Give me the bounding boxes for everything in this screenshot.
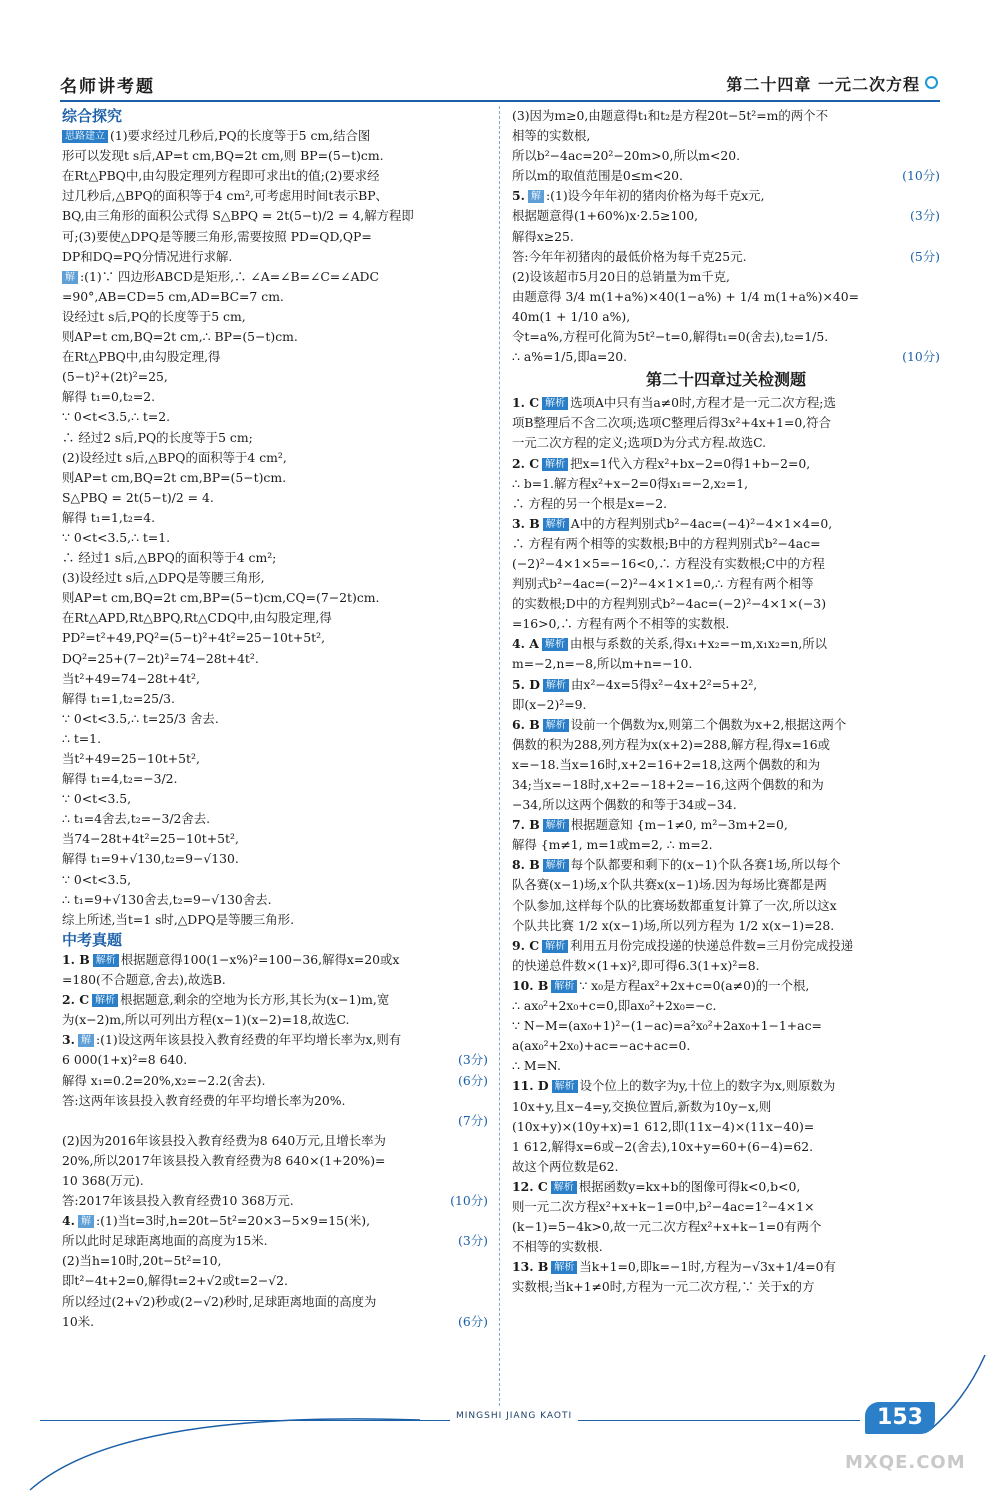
line-text: 即t²−4t+2=0,解得t=2+√2或t=2−√2.	[62, 1273, 288, 1289]
text-line	[62, 829, 488, 849]
brand-title: 名师讲考题	[60, 77, 155, 97]
page-header	[60, 70, 940, 102]
text-line	[62, 267, 488, 287]
left-column	[62, 106, 488, 1411]
line-text: (2)当h=10时,20t−5t²=10,	[62, 1253, 222, 1269]
line-text: 由x²−4x=5得x²−4x+2²=5+2²,	[571, 676, 758, 692]
score-points: (10分)	[902, 168, 940, 184]
text-line	[512, 1036, 940, 1056]
line-text: =16>0,∴ 方程有两个不相等的实数根.	[512, 616, 730, 632]
line-text: 10米.	[62, 1313, 95, 1329]
text-line	[62, 910, 488, 930]
line-text: 当k+1=0,即k=−1时,方程为−√3x+1/4=0有	[579, 1259, 836, 1275]
answer-tag: 解析	[542, 458, 568, 471]
text-line	[62, 1050, 488, 1070]
line-text: 根据函数y=kx+b的图像可得k<0,b<0,	[578, 1178, 801, 1194]
text-line	[62, 247, 488, 267]
text-line	[62, 548, 488, 568]
line-text: 的实数根;D中的方程判别式b²−4ac=(−2)²−4×1×(−3)	[512, 596, 827, 612]
line-text: =90°,AB=CD=5 cm,AD=BC=7 cm.	[62, 288, 284, 304]
question-number: 3. B	[512, 515, 540, 531]
line-text: 由题意得 3/4 m(1+a%)×40(1−a%) + 1/4 m(1+a%)×40=	[512, 288, 859, 304]
section-heading: 综合探究	[62, 107, 123, 125]
line-text: 由根与系数的关系,得x₁+x₂=−m,x₁x₂=n,所以	[569, 636, 828, 652]
line-text: 在Rt△PBQ中,由勾股定理列方程即可求出t的值;(2)要求经	[62, 168, 380, 184]
line-text: (2)设该超市5月20日的总销量为m千克,	[512, 268, 730, 284]
score-points: (6分)	[458, 1072, 488, 1088]
text-line	[512, 1237, 940, 1257]
text-line	[512, 126, 940, 146]
text-line	[62, 1111, 488, 1131]
line-text: ∵ 0<t<3.5,∴ t=25/3 舍去.	[62, 710, 219, 726]
line-text: ∴ 方程有两个相等的实数根;B中的方程判别式b²−4ac=	[512, 535, 821, 551]
text-line	[512, 267, 940, 287]
score-points: (6分)	[458, 1313, 488, 1329]
text-line	[62, 789, 488, 809]
line-text: 40m(1 + 1/10 a%),	[512, 308, 631, 324]
answer-tag: 解析	[551, 980, 577, 993]
line-text: =180(不合题意,舍去),故选B.	[62, 972, 226, 988]
text-line	[62, 126, 488, 146]
line-text: PD²=t²+49,PQ²=(5−t)²+4t²=25−10t+5t²,	[62, 630, 326, 646]
line-text: 当t²+49=25−10t+5t²,	[62, 751, 200, 766]
text-line	[62, 206, 488, 226]
line-text: :(1)∵ 四边形ABCD是矩形,∴ ∠A=∠B=∠C=∠ADC	[80, 268, 379, 284]
line-text: ∵ 0<t<3.5,	[62, 871, 132, 887]
question-number: 1. C	[512, 395, 540, 411]
line-text: ∴ b=1.解方程x²+x−2=0得x₁=−2,x₂=1,	[512, 475, 749, 491]
text-line	[512, 227, 940, 247]
text-line	[62, 166, 488, 186]
answer-tag: 思路建立	[62, 130, 108, 143]
line-text: ∵ N−M=(ax₀+1)²−(1−ac)=a²x₀²+2ax₀+1−1+ac=	[512, 1018, 822, 1034]
text-line	[512, 494, 940, 514]
text-line	[62, 1171, 488, 1191]
line-text: ∴ 经过1 s后,△BPQ的面积等于4 cm²;	[62, 550, 277, 566]
answer-tag: 解析	[551, 1181, 577, 1194]
line-text: :(1)设这两年该县投入教育经费的年平均增长率为x,则有	[95, 1032, 402, 1048]
line-text: (10x+y)×(10y+x)=1 612,即(11x−4)×(11x−40)=	[512, 1118, 815, 1134]
text-line	[62, 628, 488, 648]
line-text: 偶数的积为288,列方程为x(x+2)=288,解方程,得x=16或	[512, 736, 831, 752]
line-text: 解得 t₁=1,t₂=4.	[62, 509, 156, 525]
line-text: ∴ ax₀²+2x₀+c=0,即ax₀²+2x₀=−c.	[512, 998, 717, 1014]
text-line	[62, 1271, 488, 1291]
text-line	[512, 186, 940, 206]
text-line	[512, 936, 940, 956]
line-text: 则一元二次方程x²+x+k−1=0中,b²−4ac=1²−4×1×	[512, 1198, 815, 1214]
text-line	[62, 1151, 488, 1171]
answer-tag: 解析	[552, 1080, 578, 1093]
answer-tag: 解析	[93, 954, 119, 967]
text-line	[62, 1131, 488, 1151]
text-line	[62, 347, 488, 367]
line-text: 答:这两年该县投入教育经费的年平均增长率为20%.	[62, 1092, 346, 1108]
line-text: 解得 x₁=0.2=20%,x₂=−2.2(舍去).	[62, 1072, 266, 1088]
text-line	[62, 307, 488, 327]
text-line	[62, 387, 488, 407]
text-line	[512, 1177, 940, 1197]
score-points: (3分)	[458, 1233, 488, 1249]
text-line	[62, 528, 488, 548]
line-text: (2)设经过t s后,△BPQ的面积等于4 cm²,	[62, 449, 287, 465]
question-number: 13. B	[512, 1259, 549, 1275]
text-line	[62, 488, 488, 508]
text-line	[512, 247, 940, 267]
text-line	[512, 755, 940, 775]
line-text: 的快递总件数×(1+x)²,即可得6.3(1+x)²=8.	[512, 957, 760, 973]
line-text: 把x=1代入方程x²+bx−2=0得1+b−2=0,	[570, 455, 811, 471]
ring-icon	[925, 76, 938, 89]
text-line	[62, 669, 488, 689]
line-text: 根据题意知 {m−1≠0, m²−3m+2=0,	[570, 817, 788, 833]
text-line	[62, 407, 488, 427]
answer-tag: 解析	[543, 819, 569, 832]
line-text: (−2)²−4×1×5=−16<0,∴ 方程没有实数根;C中的方程	[512, 555, 825, 571]
question-number: 2. C	[512, 455, 540, 471]
line-text: 解得 t₁=0,t₂=2.	[62, 389, 156, 405]
text-line	[512, 634, 940, 654]
line-text: 选项A中只有当a≠0时,方程才是一元二次方程;选	[570, 395, 836, 411]
text-line	[512, 1217, 940, 1237]
text-line	[62, 508, 488, 528]
answer-tag: 解	[78, 1215, 94, 1228]
text-line	[512, 347, 940, 367]
question-number: 2. C	[62, 992, 90, 1008]
text-line	[512, 614, 940, 634]
text-line	[512, 916, 940, 936]
text-line	[512, 735, 940, 755]
line-text: A中的方程判别式b²−4ac=(−4)²−4×1×4=0,	[570, 515, 833, 531]
score-points: (3分)	[458, 1052, 488, 1068]
text-line	[62, 1211, 488, 1231]
text-line	[62, 186, 488, 206]
text-line	[512, 1056, 940, 1076]
text-line	[512, 454, 940, 474]
text-line	[62, 689, 488, 709]
text-line	[62, 849, 488, 869]
line-text: 当74−28t+4t²=25−10t+5t²,	[62, 831, 239, 847]
line-text: 个队共比赛 1/2 x(x−1)场,所以列方程为 1/2 x(x−1)=28.	[512, 917, 835, 933]
line-text: ∴ 方程的另一个根是x=−2.	[512, 495, 668, 511]
line-text: 队各赛(x−1)场,x个队共赛x(x−1)场.因为每场比赛都是两	[512, 877, 827, 893]
line-text: 每个队都要和剩下的(x−1)个队各赛1场,所以每个	[570, 857, 841, 873]
line-text: 实数根;当k+1≠0时,方程为一元二次方程,∵ 关于x的方	[512, 1279, 815, 1295]
text-line	[62, 428, 488, 448]
text-line	[62, 1292, 488, 1312]
line-text: (3)因为m≥0,由题意得t₁和t₂是方程20t−5t²=m的两个不	[512, 108, 828, 123]
text-line	[512, 875, 940, 895]
text-line	[512, 554, 940, 574]
line-text: 所以此时足球距离地面的高度为15米.	[62, 1233, 268, 1249]
text-line	[62, 870, 488, 890]
answer-tag: 解析	[543, 719, 569, 732]
text-line	[512, 514, 940, 534]
text-line	[62, 950, 488, 970]
question-number: 1. B	[62, 951, 90, 967]
text-line	[512, 956, 940, 976]
chapter-title: 第二十四章 一元二次方程	[726, 75, 920, 94]
line-text: ∵ 0<t<3.5,	[62, 791, 132, 807]
text-line	[62, 1312, 488, 1332]
line-text: 则AP=t cm,BQ=2t cm,BP=(5−t)cm,CQ=(7−2t)cm.	[62, 590, 380, 606]
line-text: ∴ a%=1/5,即a=20.	[512, 349, 628, 365]
answer-tag: 解	[62, 271, 78, 284]
text-line	[512, 795, 940, 815]
line-text: 设经过t s后,PQ的长度等于5 cm,	[62, 308, 246, 324]
answer-tag: 解析	[543, 518, 569, 531]
line-text: 10x+y,且x−4=y,交换位置后,新数为10y−x,则	[512, 1098, 772, 1114]
column-divider	[499, 106, 500, 1406]
line-text: 形可以发现t s后,AP=t cm,BQ=2t cm,则 BP=(5−t)cm.	[62, 148, 384, 164]
line-text: 故这个两位数是62.	[512, 1158, 619, 1174]
question-number: 7. B	[512, 817, 540, 833]
text-line	[512, 287, 940, 307]
answer-tag: 解析	[542, 638, 568, 651]
text-line	[512, 835, 940, 855]
line-text: DP和DQ=PQ分情况进行求解.	[62, 248, 233, 264]
question-number: 4. A	[512, 636, 539, 652]
answer-tag: 解析	[92, 994, 118, 1007]
line-text: 项B整理后不含二次项;选项C整理后得3x²+4x+1=0,符合	[512, 415, 831, 431]
text-line	[512, 675, 940, 695]
question-number: 5.	[512, 188, 525, 204]
text-line	[62, 1231, 488, 1251]
line-text: 所以b²−4ac=20²−20m>0,所以m<20.	[512, 148, 741, 164]
text-line	[62, 649, 488, 669]
line-text: x=−18.当x=16时,x+2=16+2=18,这两个偶数的和为	[512, 756, 821, 772]
text-line	[512, 1137, 940, 1157]
line-text: 当t²+49=74−28t+4t²,	[62, 670, 200, 686]
line-text: 过几秒后,△BPQ的面积等于4 cm²,可考虑用时间t表示BP、	[62, 188, 388, 204]
line-text: 答:今年年初猪肉的最低价格为每千克25元.	[512, 248, 747, 264]
line-text: 则AP=t cm,BQ=2t cm,∴ BP=(5−t)cm.	[62, 329, 298, 345]
text-line	[512, 474, 940, 494]
text-line	[62, 749, 488, 769]
answer-tag: 解析	[542, 397, 568, 410]
text-line	[512, 695, 940, 715]
line-text: :(1)当t=3时,h=20t−5t²=20×3−5×9=15(米),	[95, 1213, 371, 1229]
text-line	[512, 534, 940, 554]
line-text: 判别式b²−4ac=(−2)²−4×1×1=0,∴ 方程有两个相等	[512, 576, 814, 592]
text-line	[62, 608, 488, 628]
text-line	[62, 588, 488, 608]
line-text: ∴ M=N.	[512, 1058, 561, 1074]
text-line	[512, 976, 940, 996]
line-text: 根据题意,剩余的空地为长方形,其长为(x−1)m,宽	[120, 992, 390, 1008]
text-line	[62, 1071, 488, 1091]
score-points: (3分)	[910, 208, 940, 224]
answer-tag: 解	[78, 1034, 94, 1047]
text-line	[62, 809, 488, 829]
line-text: 20%,所以2017年该县投入教育经费为8 640×(1+20%)=	[62, 1152, 386, 1168]
answer-tag: 解析	[551, 1261, 577, 1274]
question-number: 11. D	[512, 1078, 549, 1094]
line-text: 则AP=t cm,BQ=2t cm,BP=(5−t)cm.	[62, 469, 287, 485]
score-points: (7分)	[458, 1112, 488, 1128]
line-text: 利用五月份完成投递的快递总件数=三月份完成投递	[570, 937, 854, 953]
question-number: 9. C	[512, 937, 540, 953]
line-text: 所以m的取值范围是0≤m<20.	[512, 168, 683, 184]
line-text: 解得x≥25.	[512, 228, 574, 244]
text-line	[512, 393, 940, 413]
line-text: 所以经过(2+√2)秒或(2−√2)秒时,足球距离地面的高度为	[62, 1293, 377, 1309]
text-line	[62, 729, 488, 749]
text-line	[62, 367, 488, 387]
chapter-test-heading: 第二十四章过关检测题	[645, 370, 806, 390]
right-column	[512, 106, 940, 1411]
text-line	[62, 709, 488, 729]
text-line	[512, 1016, 940, 1036]
answer-tag: 解析	[542, 940, 568, 953]
line-text: ∴ t₁=9+√130舍去,t₂=9−√130舍去.	[62, 891, 272, 907]
section-heading: 中考真题	[62, 930, 123, 949]
text-line	[62, 970, 488, 990]
text-line	[512, 166, 940, 186]
text-line	[62, 568, 488, 588]
line-text: ∴ t₁=4舍去,t₂=−3/2舍去.	[62, 811, 211, 827]
text-line	[512, 433, 940, 453]
text-line	[512, 1157, 940, 1177]
text-line	[62, 890, 488, 910]
line-text: 在Rt△PBQ中,由勾股定理,得	[62, 349, 221, 365]
line-text: 10 368(万元).	[62, 1172, 144, 1188]
line-text: (1)要求经过几秒后,PQ的长度等于5 cm,结合图	[110, 128, 371, 144]
line-text: 解得 t₁=1,t₂=25/3.	[62, 690, 175, 706]
text-line	[512, 594, 940, 614]
question-number: 4.	[62, 1213, 75, 1229]
text-line	[62, 287, 488, 307]
text-line	[62, 990, 488, 1010]
text-line	[512, 106, 940, 126]
text-line	[512, 1197, 940, 1217]
text-line	[62, 448, 488, 468]
line-text: 34;当x=−18时,x+2=−18+2=−16,这两个偶数的和为	[512, 777, 824, 792]
line-text: BQ,由三角形的面积公式得 S△BPQ = 2t(5−t)/2 = 4,解方程即	[62, 208, 414, 224]
line-text: 根据题意得(1+60%)x·2.5≥100,	[512, 208, 699, 224]
answer-tag: 解析	[543, 679, 569, 692]
question-number: 3.	[62, 1032, 75, 1048]
line-text: (k−1)=5−4k>0,故一元二次方程x²+x+k−1=0有两个	[512, 1219, 822, 1235]
line-text: 在Rt△APD,Rt△BPQ,Rt△CDQ中,由勾股定理,得	[62, 610, 332, 626]
line-text: 可;(3)要使△DPQ是等腰三角形,需要按照 PD=QD,QP=	[62, 228, 372, 244]
line-text: DQ²=25+(7−2t)²=74−28t+4t².	[62, 650, 259, 666]
line-text: 1 612,解得x=6或−2(舍去),10x+y=60+(6−4)=62.	[512, 1138, 814, 1154]
text-line	[512, 855, 940, 875]
line-text: 为(x−2)m,所以可列出方程(x−1)(x−2)=18,故选C.	[62, 1012, 350, 1028]
text-line	[62, 1191, 488, 1211]
line-text: 解得 t₁=9+√130,t₂=9−√130.	[62, 851, 239, 867]
line-text: S△PBQ = 2t(5−t)/2 = 4.	[62, 489, 214, 505]
line-text: 个队参加,这样每个队的比赛场数都重复计算了一次,所以这x	[512, 897, 837, 913]
line-text: m=−2,n=−8,所以m+n=−10.	[512, 656, 693, 672]
line-text: 不相等的实数根.	[512, 1239, 603, 1255]
line-text: ∵ 0<t<3.5,∴ t=1.	[62, 529, 171, 545]
text-line	[512, 775, 940, 795]
text-line	[62, 327, 488, 347]
footer-text: MINGSHI JIANG KAOTI	[450, 1411, 578, 1421]
line-text: (5−t)²+(2t)²=25,	[62, 369, 168, 385]
text-line	[512, 1257, 940, 1277]
text-line	[512, 413, 940, 433]
text-line	[62, 1010, 488, 1030]
line-text: 解得 {m≠1, m=1或m=2, ∴ m=2.	[512, 837, 713, 853]
line-text: (2)因为2016年该县投入教育经费为8 640万元,且增长率为	[62, 1132, 386, 1148]
line-text: 令t=a%,方程可化简为5t²−t=0,解得t₁=0(舍去),t₂=1/5.	[512, 329, 829, 345]
text-line	[512, 307, 940, 327]
page-number: 153	[865, 1402, 935, 1434]
answer-tag: 解	[528, 190, 544, 203]
score-points: (10分)	[902, 349, 940, 365]
line-text: 设前一个偶数为x,则第二个偶数为x+2,根据这两个	[570, 716, 847, 732]
line-text: −34,所以这两个偶数的和等于34或−34.	[512, 797, 737, 813]
line-text: 相等的实数根,	[512, 128, 591, 144]
question-number: 12. C	[512, 1178, 548, 1194]
line-text: (3)设经过t s后,△DPQ是等腰三角形,	[62, 570, 265, 586]
line-text: :(1)设今年年初的猪肉价格为每千克x元,	[545, 188, 765, 204]
watermark-logo: MXQE.COM	[845, 1452, 966, 1473]
text-line	[512, 1097, 940, 1117]
text-line	[512, 327, 940, 347]
text-line	[512, 574, 940, 594]
text-line	[62, 769, 488, 789]
question-number: 8. B	[512, 857, 540, 873]
question-number: 10. B	[512, 977, 549, 993]
line-text: ∵ 0<t<3.5,∴ t=2.	[62, 409, 171, 425]
line-text: ∴ t=1.	[62, 730, 102, 746]
text-line	[62, 468, 488, 488]
text-line	[512, 715, 940, 735]
line-text: 综上所述,当t=1 s时,△DPQ是等腰三角形.	[62, 911, 295, 927]
score-points: (5分)	[910, 248, 940, 264]
question-number: 6. B	[512, 716, 540, 732]
text-line	[512, 146, 940, 166]
text-line	[512, 206, 940, 226]
question-number: 5. D	[512, 676, 540, 692]
text-line	[512, 1117, 940, 1137]
text-line	[62, 146, 488, 166]
text-line	[512, 996, 940, 1016]
score-points: (10分)	[450, 1193, 488, 1209]
line-text: ∴ 经过2 s后,PQ的长度等于5 cm;	[62, 429, 253, 445]
answer-tag: 解析	[543, 859, 569, 872]
text-line	[62, 1251, 488, 1271]
text-line	[512, 1277, 940, 1297]
line-text: ∵ x₀是方程ax²+2x+c=0(a≠0)的一个根,	[579, 977, 810, 993]
line-text: 即(x−2)²=9.	[512, 696, 587, 712]
text-line	[512, 815, 940, 835]
text-line	[62, 227, 488, 247]
line-text: 一元二次方程的定义;选项D为分式方程.故选C.	[512, 435, 767, 451]
text-line	[512, 1076, 940, 1096]
text-line	[62, 1091, 488, 1111]
line-text: 解得 t₁=4,t₂=−3/2.	[62, 771, 178, 787]
line-text: 答:2017年该县投入教育经费10 368万元.	[62, 1193, 294, 1209]
line-text: 根据题意得100(1−x%)²=100−36,解得x=20或x	[120, 951, 400, 967]
text-line	[512, 896, 940, 916]
line-text: 6 000(1+x)²=8 640.	[62, 1052, 188, 1068]
text-line	[62, 1030, 488, 1050]
line-text: a(ax₀²+2x₀)+ac=−ac+ac=0.	[512, 1038, 691, 1054]
line-text: 设个位上的数字为y,十位上的数字为x,则原数为	[579, 1078, 836, 1094]
text-line	[512, 654, 940, 674]
